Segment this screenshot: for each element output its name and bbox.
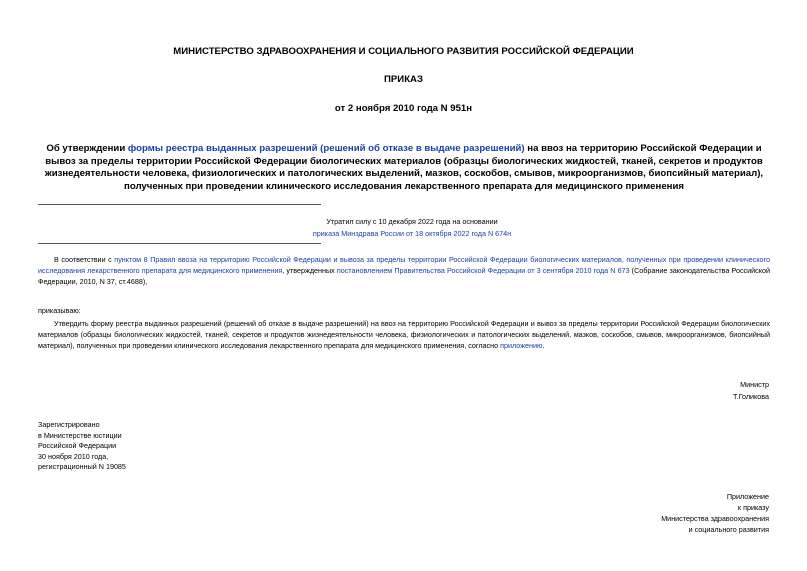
signer-name: Т.Голикова	[732, 391, 769, 401]
order-paragraph	[38, 318, 770, 352]
title-link[interactable]: формы реестра выданных разрешений (решений об отказе в выдаче разрешений)	[127, 143, 525, 154]
document-type: ПРИКАЗ	[384, 74, 423, 85]
appendix-link[interactable]: приложению	[500, 341, 543, 351]
document-date-number: от 2 ноября 2010 года N 951н	[334, 103, 473, 114]
appendix-block	[569, 491, 769, 535]
status-link[interactable]: приказа Минздрава России от 18 октября 2022 года N 674н	[312, 229, 512, 238]
registration-block	[38, 420, 238, 473]
divider-bottom	[38, 243, 321, 244]
preamble-text-1: В соответствии с	[54, 255, 115, 264]
registration-line: Российской Федерации	[38, 441, 117, 451]
status-note	[262, 216, 562, 240]
registration-line: Зарегистрировано	[38, 420, 100, 429]
ministry-heading: МИНИСТЕРСТВО ЗДРАВООХРАНЕНИЯ И СОЦИАЛЬНОГО РАЗВИТИЯ РОССИЙСКОЙ ФЕДЕРАЦИИ	[173, 46, 634, 57]
appendix-line: и социального развития	[688, 525, 769, 534]
signature-block	[569, 379, 769, 402]
document-title	[38, 143, 770, 193]
title-prefix: Об утверждении	[46, 143, 128, 154]
preamble-text-3: (Собрание законодательства Российской Федерации, 2010, N 37, ст.4688),	[38, 266, 770, 287]
preamble-paragraph	[38, 254, 770, 288]
order-text: Утвердить форму реестра выданных разрешений (решений об отказе в выдаче разрешений) на ввоз на территорию Российской Федерации и вывоз за пределы территории Российской Федерации биологических материалов (образцы биологических жидкостей, тканей, секретов и продуктов жизнедеятельности человека, физиологических и патологических выделений, мазков, соскобов, смывов, микроорганизмов, биопсийный материал), полученных при проведении клинического исследования лекарственного препарата для медицинского применения, согласно	[38, 319, 770, 351]
registration-line: в Министерстве юстиции	[38, 430, 122, 440]
preamble-link-resolution[interactable]: постановлением Правительства Российской Федерации от 3 сентября 2010 года N 673	[336, 266, 630, 276]
appendix-line: Министерства здравоохранения	[661, 514, 769, 523]
appendix-line: к приказу	[737, 503, 769, 512]
title-rest: на ввоз на территорию Российской Федерации и вывоз за пределы территории Российской Федерации биологических материалов (образцы биологических жидкостей, тканей, секретов и продуктов жизнедеятельности человека, физиологических и патологических выделений, мазков, соскобов, смывов, микроорганизмов, биопсийный материал), полученных при проведении клинического исследования лекарственного препарата для медицинского применения	[44, 143, 764, 192]
registration-line: 30 ноября 2010 года,	[38, 451, 109, 461]
registration-line: регистрационный N 19085	[38, 462, 126, 472]
order-word: приказываю:	[38, 306, 81, 315]
divider-top	[38, 204, 321, 205]
order-end: .	[542, 341, 545, 351]
preamble-link-rules[interactable]: пунктом 8 Правил ввоза на территорию Российской Федерации и вывоза за пределы территории Российской Федерации биологических материалов, полученных при проведении клинического исследования лекарственного препарата для медицинского применения	[38, 255, 771, 276]
preamble-text-2: , утвержденных	[282, 266, 337, 276]
signer-position: Министр	[740, 380, 769, 389]
appendix-line: Приложение	[726, 492, 769, 501]
status-line: Утратил силу с 10 декабря 2022 года на основании	[326, 217, 498, 226]
